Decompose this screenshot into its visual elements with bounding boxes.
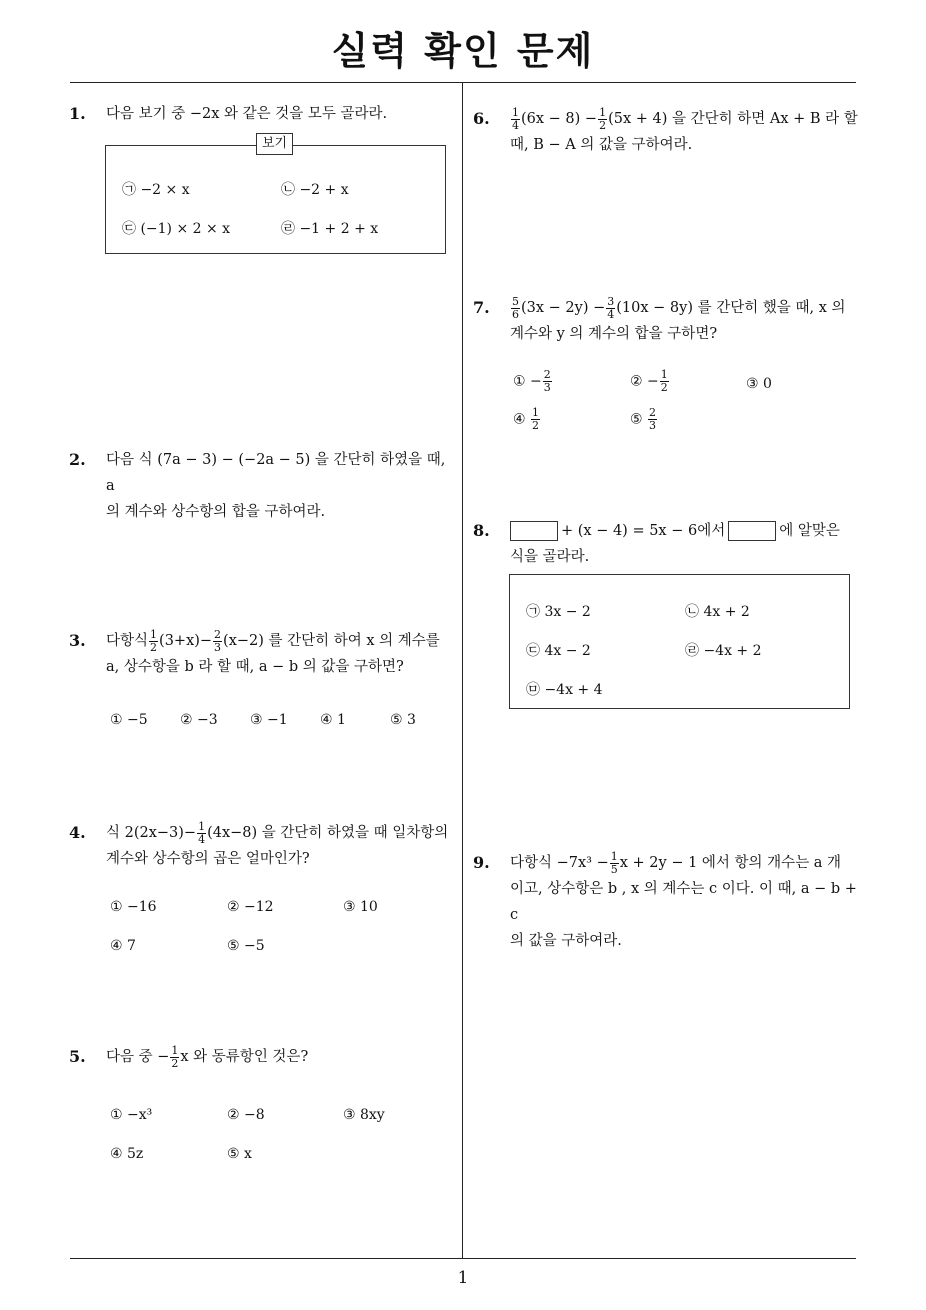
option: ① − $\frac{2}{3}$: [513, 368, 551, 394]
fraction: $\frac{1}{2}$: [150, 627, 158, 654]
answer-blank-box: [728, 521, 776, 541]
question-number: 6.: [473, 109, 490, 128]
option: ㉣ −1 + 2 + x: [281, 221, 379, 237]
fraction: $\frac{1}{2}$: [599, 105, 607, 132]
question-text-line-1: $\frac{5}{6}$ (3x − 2y) − $\frac{3}{4}$ (10x − 8y) 를 간단히 했을 때, x 의: [512, 294, 846, 321]
fraction: $\frac{1}{4}$: [512, 105, 519, 132]
fraction: $\frac{5}{6}$: [512, 294, 519, 321]
question-text: 다음 보기 중 −2x 와 같은 것을 모두 골라라.: [106, 106, 388, 122]
choice-box-label: 보기: [256, 133, 293, 155]
option: ③ 10: [343, 899, 378, 915]
page-title: 실력 확인 문제: [331, 29, 595, 73]
question-number: 1.: [69, 104, 86, 123]
question-number: 8.: [473, 521, 490, 540]
option: ③ −1: [250, 712, 288, 728]
choice-box: [509, 574, 850, 709]
question-7: [473, 294, 860, 347]
option: ④ 1: [320, 712, 346, 728]
question-text-line-1: 다음 식 (7a − 3) − (−2a − 5) 을 간단히 하였을 때, a: [106, 452, 446, 494]
option: ㉠ −2 × x: [122, 182, 190, 198]
question-text-line-3: 의 값을 구하여라.: [510, 933, 622, 949]
question-number: 4.: [69, 823, 86, 842]
page-number: 1: [457, 1268, 469, 1288]
question-text-line-1: $\frac{1}{4}$ (6x − 8) − $\frac{1}{2}$ (5x + 4) 을 간단히 하면 Ax + B 라 할: [512, 105, 858, 132]
question-text-line-1: 다항식 $\frac{1}{2}$ (3+x)− $\frac{2}{3}$ (x−2) 를 간단히 하여 x 의 계수를: [106, 627, 440, 654]
question-text: 다음 중 − $\frac{1}{2}$ x 와 동류항인 것은?: [106, 1043, 309, 1070]
option: ② −8: [227, 1107, 265, 1123]
option: ② −12: [227, 899, 274, 915]
question-2: [69, 447, 456, 525]
question-text-line-1: + (x − 4) = 5x − 6에서 에 알맞은: [510, 518, 862, 544]
question-number: 2.: [69, 450, 86, 469]
option: ㉡ −2 + x: [281, 182, 349, 198]
question-text-line-2: 식을 골라라.: [510, 549, 590, 565]
fraction: $\frac{2}{3}$: [214, 627, 222, 654]
question-text-line-2: 이고, 상수항은 b , x 의 계수는 c 이다. 이 때, a − b + c: [510, 881, 857, 923]
option: ⑤ $\frac{2}{3}$: [630, 406, 657, 432]
top-rule: [70, 82, 856, 83]
question-text-line-2: 계수와 상수항의 곱은 얼마인가?: [106, 851, 310, 867]
column-divider: [462, 83, 463, 1259]
question-4: [69, 819, 458, 872]
bottom-rule: [70, 1258, 856, 1259]
question-text-line-2: a, 상수항을 b 라 할 때, a − b 의 값을 구하면?: [106, 659, 404, 675]
option: ④ 7: [110, 938, 136, 954]
option: ④ 5z: [110, 1146, 144, 1162]
option: ㉤ −4x + 4: [526, 682, 603, 698]
answer-blank-box: [510, 521, 558, 541]
option: ① −16: [110, 899, 157, 915]
fraction: $\frac{1}{2}$: [171, 1043, 179, 1070]
fraction: $\frac{3}{4}$: [607, 294, 615, 321]
choice-box: [105, 136, 446, 254]
question-1: [69, 101, 451, 127]
option: ㉢ (−1) × 2 × x: [122, 221, 231, 237]
option: ① −x³: [110, 1107, 153, 1123]
option: ㉠ 3x − 2: [526, 604, 591, 620]
option: ① −5: [110, 712, 148, 728]
option: ㉣ −4x + 2: [685, 643, 762, 659]
question-5: [69, 1043, 458, 1070]
question-9: [473, 849, 862, 954]
option: ⑤ −5: [227, 938, 265, 954]
option: ③ 8xy: [343, 1107, 385, 1123]
question-text-line-2: 계수와 y 의 계수의 합을 구하면?: [510, 326, 718, 342]
fraction: $\frac{1}{4}$: [198, 819, 206, 846]
option: ⑤ x: [227, 1146, 252, 1162]
option: ② − $\frac{1}{2}$: [630, 368, 668, 394]
question-8: [473, 518, 862, 570]
question-number: 5.: [69, 1047, 86, 1066]
question-text-line-1: 식 2(2x−3)− $\frac{1}{4}$ (4x−8) 을 간단히 하였을 때 일차항의: [106, 819, 449, 846]
option: ③ 0: [746, 376, 772, 392]
fraction: $\frac{1}{5}$: [610, 849, 618, 876]
question-3: [69, 627, 458, 680]
question-6: [473, 105, 860, 158]
option: ② −3: [180, 712, 218, 728]
question-text-line-1: 다항식 −7x³ − $\frac{1}{5}$ x + 2y − 1 에서 항의 개수는 a 개: [510, 849, 842, 876]
option: ㉢ 4x − 2: [526, 643, 591, 659]
question-number: 9.: [473, 853, 490, 872]
option: ④ $\frac{1}{2}$: [513, 406, 540, 432]
option: ⑤ 3: [390, 712, 416, 728]
question-text-line-2: 때, B − A 의 값을 구하여라.: [510, 137, 693, 153]
option: ㉡ 4x + 2: [685, 604, 750, 620]
question-text-line-2: 의 계수와 상수항의 합을 구하여라.: [106, 504, 326, 520]
question-number: 3.: [69, 631, 86, 650]
question-number: 7.: [473, 298, 490, 317]
